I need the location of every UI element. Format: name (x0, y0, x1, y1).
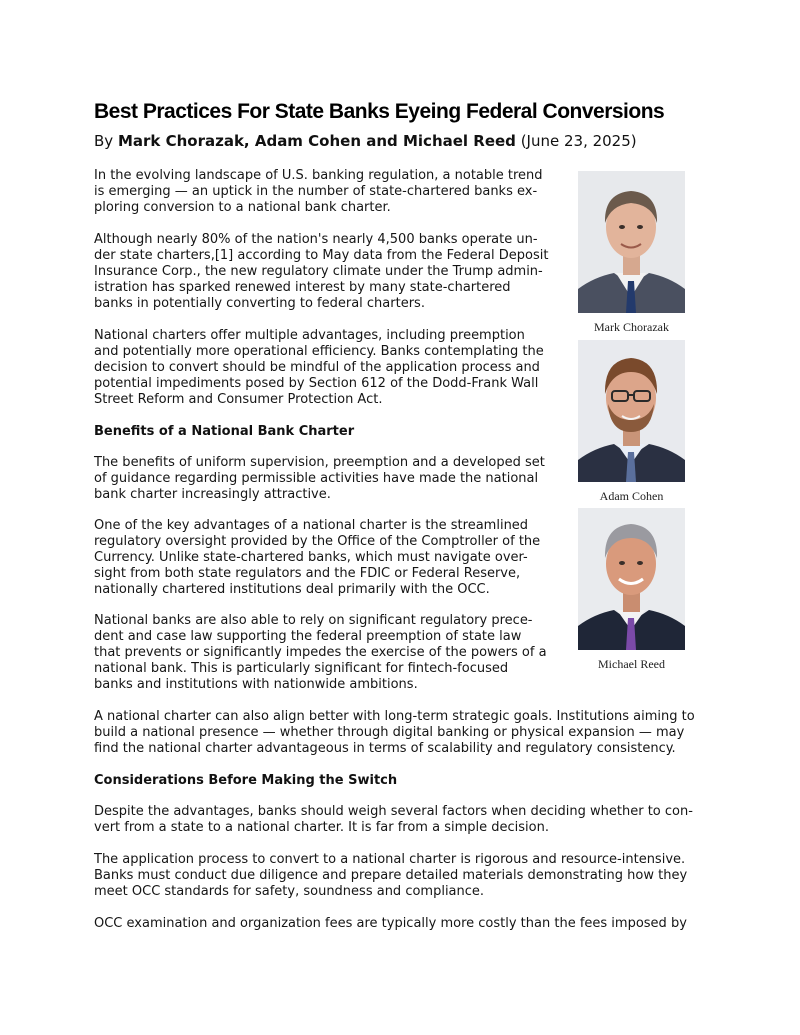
text-line: der state charters,[1] according to May data from the Federal Deposit (94, 248, 549, 263)
portrait-image (578, 340, 685, 482)
author-photo-cohen (578, 340, 685, 482)
paragraph (94, 852, 687, 900)
text-line: meet OCC standards for safety, soundness and compliance. (94, 884, 485, 899)
paragraph (94, 709, 695, 757)
text-line: national bank. This is particularly significant for fintech-focused (94, 661, 509, 676)
text-line: National banks are also able to rely on significant regulatory prece- (94, 613, 533, 628)
text-line: banks and institutions with nationwide ambitions. (94, 677, 418, 692)
paragraph (94, 804, 693, 836)
paragraph (94, 328, 544, 408)
text-line: bank charter increasingly attractive. (94, 487, 331, 502)
text-line: vert from a state to a national charter. It is far from a simple decision. (94, 820, 549, 835)
portrait-image (578, 171, 685, 313)
byline-authors: Mark Chorazak, Adam Cohen and Michael Reed (117, 132, 516, 150)
text-line: Despite the advantages, banks should weigh several factors when deciding whether to con- (94, 804, 693, 819)
paragraph (94, 613, 547, 693)
text-line: of guidance regarding permissible activities have made the national (94, 471, 539, 486)
text-line: The application process to convert to a national charter is rigorous and resource-intensive. (94, 852, 686, 867)
text-line: Although nearly 80% of the nation's nearly 4,500 banks operate un- (94, 232, 538, 247)
text-line: decision to convert should be mindful of the application process and (94, 360, 540, 375)
text-line: is emerging — an uptick in the number of state-chartered banks ex- (94, 184, 538, 199)
byline (94, 132, 637, 150)
author-photo-chorazak (578, 171, 685, 313)
author-photo-reed (578, 508, 685, 650)
photo-caption: Mark Chorazak (594, 320, 669, 334)
paragraph (94, 455, 545, 503)
text-line: Insurance Corp., the new regulatory climate under the Trump admin- (94, 264, 543, 279)
text-line: find the national charter advantageous in terms of scalability and regulatory consistency. (94, 741, 676, 756)
portrait-image (578, 508, 685, 650)
text-line: The benefits of uniform supervision, preemption and a developed set (94, 455, 545, 470)
photo-caption: Adam Cohen (599, 489, 664, 503)
text-line: Street Reform and Consumer Protection Act. (94, 392, 383, 407)
text-line: In the evolving landscape of U.S. banking regulation, a notable trend (94, 168, 543, 183)
paragraph (94, 168, 543, 216)
section-heading: Considerations Before Making the Switch (94, 773, 398, 788)
text-line: dent and case law supporting the federal preemption of state law (94, 629, 522, 644)
text-line: sight from both state regulators and the FDIC or Federal Reserve, (94, 566, 521, 581)
text-line: One of the key advantages of a national charter is the streamlined (94, 518, 529, 533)
text-line: potential impediments posed by Section 612 of the Dodd-Frank Wall (94, 376, 539, 391)
byline-prefix: By (94, 132, 118, 150)
photo-caption: Michael Reed (598, 657, 665, 671)
text-line: build a national presence — whether through digital banking or physical expansion — may (94, 725, 685, 740)
text-line: A national charter can also align better with long-term strategic goals. Institutions aiming to (94, 709, 695, 724)
text-line: National charters offer multiple advantages, including preemption (94, 328, 525, 343)
text-line: regulatory oversight provided by the Office of the Comptroller of the (94, 534, 541, 549)
text-line: that prevents or significantly impedes the exercise of the powers of a (94, 645, 547, 660)
text-line: ploring conversion to a national bank charter. (94, 200, 391, 215)
paragraph (94, 518, 540, 598)
text-line: OCC examination and organization fees are typically more costly than the fees imposed by (94, 916, 687, 931)
text-line: nationally chartered institutions deal primarily with the OCC. (94, 582, 490, 597)
section-heading: Benefits of a National Bank Charter (94, 424, 355, 439)
text-line: Currency. Unlike state-chartered banks, which must navigate over- (94, 550, 528, 565)
paragraph (94, 232, 548, 312)
text-line: banks in potentially converting to federal charters. (94, 296, 425, 311)
paragraph (94, 916, 687, 932)
article-title: Best Practices For State Banks Eyeing Federal Conversions (94, 100, 665, 123)
text-line: and potentially more operational efficiency. Banks contemplating the (94, 344, 544, 359)
text-line: Banks must conduct due diligence and prepare detailed materials demonstrating how they (94, 868, 688, 883)
text-line: istration has sparked renewed interest by many state-chartered (94, 280, 511, 295)
byline-date: (June 23, 2025) (515, 132, 637, 150)
